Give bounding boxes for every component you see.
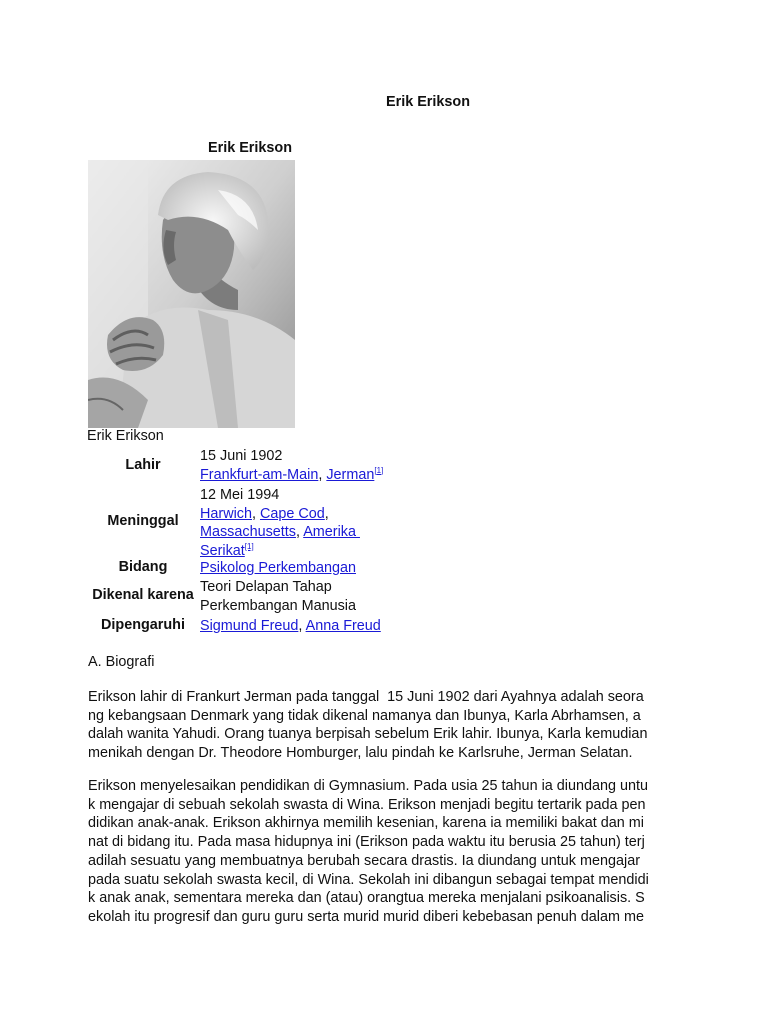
infobox-row-dipengaruhi bbox=[88, 617, 528, 637]
link-serikat[interactable]: Serikat bbox=[200, 542, 245, 559]
known-for-line-2: Perkembangan Manusia bbox=[200, 597, 356, 614]
paragraph-2 bbox=[88, 777, 688, 927]
paragraph-line: didikan anak-anak. Erikson akhirnya memilih kesenian, karena ia memiliki bakat dan mi bbox=[88, 815, 644, 832]
paragraph-line: nat di bidang itu. Pada masa hidupnya ini (Erikson pada waktu itu berusia 25 tahun) terj bbox=[88, 834, 645, 851]
paragraph-line: ekolah itu progresif dan guru guru serta murid murid diberi kebebasan penuh dalam me bbox=[88, 908, 644, 925]
paragraph-1 bbox=[88, 688, 688, 763]
infobox-label-dikenal: Dikenal karena bbox=[92, 587, 194, 603]
infobox-row-dikenal bbox=[88, 578, 528, 618]
portrait-photo bbox=[88, 160, 295, 428]
infobox-label-bidang: Bidang bbox=[118, 559, 168, 575]
birth-place bbox=[200, 466, 383, 485]
infobox-row-meninggal bbox=[88, 486, 528, 564]
page-title: Erik Erikson bbox=[386, 94, 470, 110]
separator: , bbox=[318, 466, 327, 483]
death-place-line-1 bbox=[200, 505, 360, 524]
infobox-value-dikenal bbox=[200, 578, 356, 615]
infobox-value-bidang bbox=[200, 559, 356, 578]
infobox-label-lahir: Lahir bbox=[125, 457, 161, 473]
paragraph-line: adilah sesuatu yang membuatnya berubah secara drastis. Ia diundang untuk mengajar bbox=[88, 852, 640, 869]
section-heading: A. Biografi bbox=[88, 654, 155, 670]
separator: , bbox=[251, 505, 260, 522]
portrait-image bbox=[88, 160, 295, 428]
reference-link[interactable]: [1] bbox=[244, 541, 254, 551]
paragraph-line: k mengajar di sebuah sekolah swasta di Wina. Erikson menjadi begitu tertarik pada pen bbox=[88, 796, 646, 813]
paragraph-line: dalah wanita Yahudi. Orang tuanya berpisah sebelum Erik lahir. Ibunya, Karla kemudian bbox=[88, 726, 648, 743]
separator: , bbox=[324, 505, 329, 522]
infobox-value-dipengaruhi bbox=[200, 617, 381, 636]
infobox-value-meninggal bbox=[200, 486, 360, 560]
reference-link[interactable]: [1] bbox=[374, 465, 384, 475]
separator: , bbox=[295, 524, 304, 541]
infobox-row-lahir bbox=[88, 447, 528, 487]
separator: , bbox=[298, 618, 306, 634]
paragraph-line: ng kebangsaan Denmark yang tidak dikenal namanya dan Ibunya, Karla Abrhamsen, a bbox=[88, 707, 641, 724]
link-anna-freud[interactable]: Anna Freud bbox=[305, 618, 381, 634]
link-frankfurt[interactable]: Frankfurt-am-Main bbox=[200, 466, 319, 483]
death-place-line-2 bbox=[200, 523, 360, 542]
death-place-line-3 bbox=[200, 542, 360, 561]
link-cape-cod[interactable]: Cape Cod bbox=[259, 505, 325, 522]
link-jerman[interactable]: Jerman bbox=[326, 466, 375, 483]
infobox-label-meninggal: Meninggal bbox=[107, 513, 179, 529]
infobox-row-bidang bbox=[88, 559, 528, 579]
infobox-label-dipengaruhi: Dipengaruhi bbox=[101, 617, 185, 633]
link-massachusetts[interactable]: Massachusetts bbox=[200, 524, 296, 541]
known-for-line-1: Teori Delapan Tahap bbox=[200, 579, 332, 595]
infobox-title: Erik Erikson bbox=[208, 140, 292, 156]
link-psikolog-perkembangan[interactable]: Psikolog Perkembangan bbox=[200, 560, 356, 576]
link-amerika-serikat[interactable]: Amerika bbox=[303, 524, 360, 541]
paragraph-line: Erikson menyelesaikan pendidikan di Gymnasium. Pada usia 25 tahun ia diundang untu bbox=[88, 778, 648, 794]
infobox-value-lahir bbox=[200, 447, 383, 484]
link-sigmund-freud[interactable]: Sigmund Freud bbox=[200, 618, 299, 634]
paragraph-line: k anak anak, sementara mereka dan (atau) orangtua mereka menjalani psikoanalisis. S bbox=[88, 890, 645, 907]
photo-caption: Erik Erikson bbox=[87, 428, 164, 444]
paragraph-line: menikah dengan Dr. Theodore Homburger, lalu pindah ke Karlsruhe, Jerman Selatan. bbox=[88, 745, 633, 762]
birth-date: 15 Juni 1902 bbox=[200, 448, 283, 464]
link-harwich[interactable]: Harwich bbox=[200, 505, 252, 522]
paragraph-line: pada suatu sekolah swasta kecil, di Wina. Sekolah ini dibangun sebagai tempat mendidi bbox=[88, 871, 649, 888]
death-date: 12 Mei 1994 bbox=[200, 487, 280, 503]
paragraph-line: Erikson lahir di Frankurt Jerman pada tanggal 15 Juni 1902 dari Ayahnya adalah seora bbox=[88, 689, 644, 705]
